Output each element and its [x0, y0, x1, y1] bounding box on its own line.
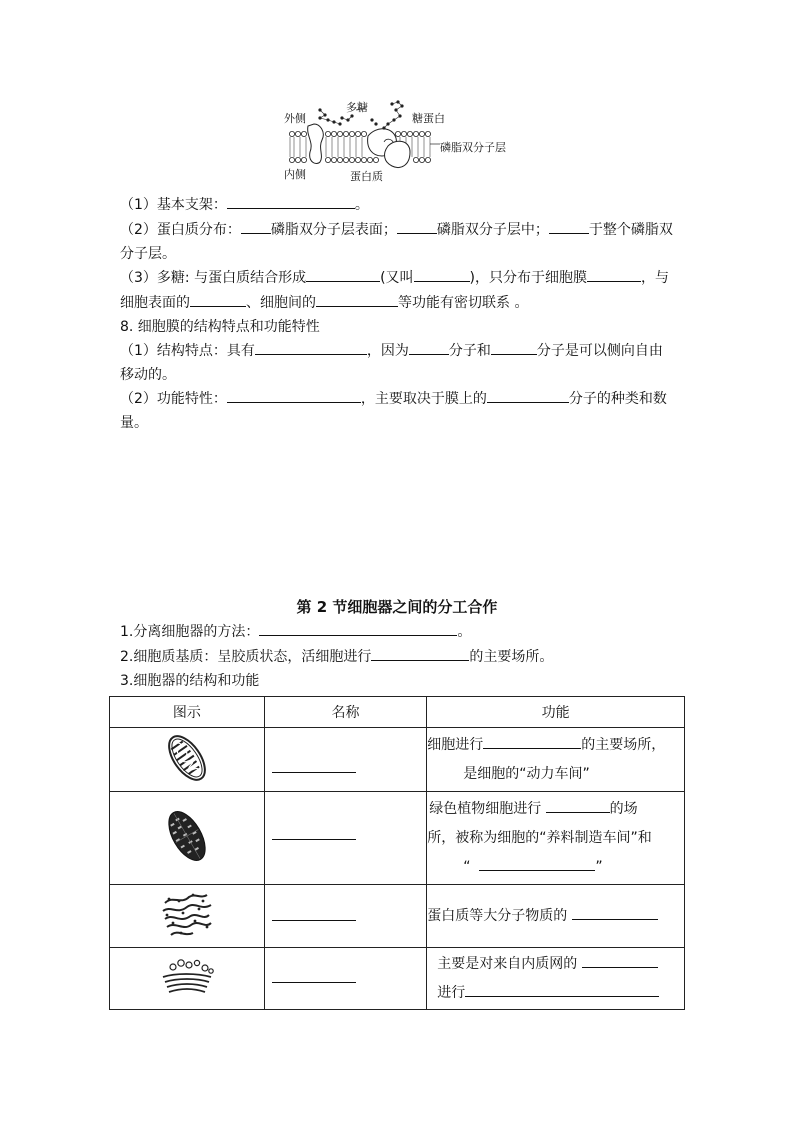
question-protein-distribution-cont: [120, 242, 690, 266]
question-structural-feature: [120, 339, 690, 363]
q3-text: 等功能有密切联系 。: [398, 295, 529, 311]
function-text: 是细胞的“动力车间”: [463, 765, 590, 782]
cell-membrane-diagram: [280, 96, 520, 182]
name-cell: [264, 948, 426, 1010]
answer-blank[interactable]: [306, 266, 380, 282]
q8-title: 8. 细胞膜的结构特点和功能特性: [120, 319, 320, 335]
item-cytoplasmic-matrix: [120, 645, 690, 669]
q2-text: 分子层。: [120, 246, 176, 262]
answer-blank[interactable]: [487, 387, 569, 403]
q2-text: 于整个磷脂双: [588, 222, 673, 238]
q1-label: （1）基本支架：: [120, 197, 227, 213]
answer-blank[interactable]: [414, 266, 470, 282]
function-line: [427, 853, 684, 882]
function-line: [427, 731, 684, 760]
q8-2-text: 分子的种类和数: [568, 391, 667, 407]
name-cell: [264, 792, 426, 885]
diagram-label-polysaccharide: 多糖: [346, 101, 368, 114]
question-functional-feature: [120, 387, 690, 411]
q8-2-text: ，主要取决于膜上的: [360, 391, 487, 407]
q2-text: 磷脂双分子层中；: [436, 222, 549, 238]
answer-blank[interactable]: [546, 797, 610, 813]
diagram-label-glycoprotein: 糖蛋白: [412, 112, 445, 125]
q8-1-text: 分子和: [448, 343, 491, 359]
item2-text: 的主要场所。: [469, 649, 554, 665]
diagram-label-inside: 内侧: [284, 168, 306, 181]
answer-blank[interactable]: [259, 620, 457, 636]
item1-end: 。: [457, 624, 472, 640]
question-structural-feature-cont: [120, 363, 690, 387]
diagram-label-protein: 蛋白质: [350, 170, 383, 183]
answer-blank[interactable]: [272, 972, 356, 983]
answer-blank[interactable]: [409, 339, 449, 355]
answer-blank[interactable]: [190, 291, 246, 307]
q3-text: 细胞表面的: [120, 295, 190, 311]
answer-blank[interactable]: [549, 218, 589, 234]
item-separation-method: [120, 620, 690, 644]
endoplasmic-reticulum-icon: [159, 889, 215, 939]
answer-blank[interactable]: [465, 981, 659, 997]
mitochondrion-icon: [162, 730, 212, 786]
answer-blank[interactable]: [241, 218, 271, 234]
answer-blank[interactable]: [483, 733, 581, 749]
answer-blank[interactable]: [371, 645, 469, 661]
question-functional-feature-cont: [120, 411, 690, 435]
header-name: 名称: [264, 697, 426, 728]
function-line: [437, 950, 684, 979]
function-text: 的主要场所，: [581, 736, 666, 753]
figure-cell: [110, 792, 265, 885]
item2-label: 2.细胞质基质：呈胶质状态，活细胞进行: [120, 649, 372, 665]
name-cell: [264, 728, 426, 792]
answer-blank[interactable]: [491, 339, 537, 355]
function-cell: [427, 792, 685, 885]
q8-1-text: 分子是可以侧向自由: [536, 343, 663, 359]
q8-2-text: 量。: [120, 415, 148, 431]
answer-blank[interactable]: [272, 910, 356, 921]
question-polysaccharide: [120, 266, 690, 290]
answer-blank[interactable]: [572, 904, 658, 920]
question-protein-distribution: [120, 218, 690, 242]
item-organelle-table-title: [120, 669, 690, 693]
question-polysaccharide-cont: [120, 291, 690, 315]
item3-label: 3.细胞器的结构和功能: [120, 673, 260, 689]
function-text: ”: [595, 858, 603, 875]
function-text: 的场: [609, 800, 638, 817]
q8-2-label: （2）功能特性：: [120, 391, 227, 407]
q2-label: （2）蛋白质分布：: [120, 222, 241, 238]
item1-label: 1.分离细胞器的方法：: [120, 624, 260, 640]
section-title: 第 2 节细胞器之间的分工合作: [296, 598, 498, 616]
function-text: 绿色植物细胞进行: [429, 800, 542, 817]
answer-blank[interactable]: [255, 339, 367, 355]
q2-text: 磷脂双分子层表面；: [270, 222, 397, 238]
q3-text: 、细胞间的: [246, 295, 316, 311]
function-text: 蛋白质等大分子物质的: [427, 907, 568, 924]
answer-blank[interactable]: [272, 762, 356, 773]
answer-blank[interactable]: [587, 266, 641, 282]
header-function: 功能: [427, 697, 685, 728]
table-row: [110, 792, 685, 885]
function-cell: [427, 948, 685, 1010]
answer-blank[interactable]: [272, 829, 356, 840]
answer-blank[interactable]: [397, 218, 437, 234]
q3-text: ，与: [641, 270, 670, 286]
table-row: [110, 948, 685, 1010]
function-line: [427, 902, 684, 931]
function-line: [427, 760, 684, 789]
table-header-row: [110, 697, 685, 728]
function-line: [427, 824, 684, 853]
function-text: 所，被称为细胞的“养料制造车间”和: [427, 829, 652, 846]
answer-blank[interactable]: [227, 387, 361, 403]
answer-blank[interactable]: [316, 291, 398, 307]
name-cell: [264, 885, 426, 948]
table-row: [110, 728, 685, 792]
q8-1-text: ，因为: [366, 343, 409, 359]
function-text: 进行: [437, 984, 466, 1001]
question-basic-framework: [120, 193, 690, 217]
function-line: [427, 795, 684, 824]
header-figure: 图示: [110, 697, 265, 728]
function-text: 细胞进行: [427, 736, 484, 753]
diagram-label-bilayer: 磷脂双分子层: [440, 141, 506, 154]
answer-blank[interactable]: [582, 952, 658, 968]
function-text: “: [463, 858, 471, 875]
q3-label: （3）多糖: 与蛋白质结合形成: [120, 270, 307, 286]
answer-blank[interactable]: [227, 193, 355, 209]
function-cell: [427, 885, 685, 948]
function-cell: [427, 728, 685, 792]
q8-1-label: （1）结构特点：具有: [120, 343, 255, 359]
q1-end: 。: [354, 197, 369, 213]
answer-blank[interactable]: [479, 855, 595, 871]
diagram-label-outside: 外侧: [284, 112, 306, 125]
golgi-apparatus-icon: [157, 957, 217, 997]
figure-cell: [110, 948, 265, 1010]
function-line: [437, 979, 684, 1008]
organelle-table: [109, 696, 685, 1010]
function-text: 主要是对来自内质网的: [437, 955, 578, 972]
q3-text: (又叫: [380, 270, 414, 286]
chloroplast-icon: [162, 806, 212, 866]
q3-text: )，只分布于细胞膜: [469, 270, 588, 286]
q8-1-text: 移动的。: [120, 367, 176, 383]
figure-cell: [110, 728, 265, 792]
figure-cell: [110, 885, 265, 948]
question-8-title: [120, 315, 690, 339]
table-row: [110, 885, 685, 948]
